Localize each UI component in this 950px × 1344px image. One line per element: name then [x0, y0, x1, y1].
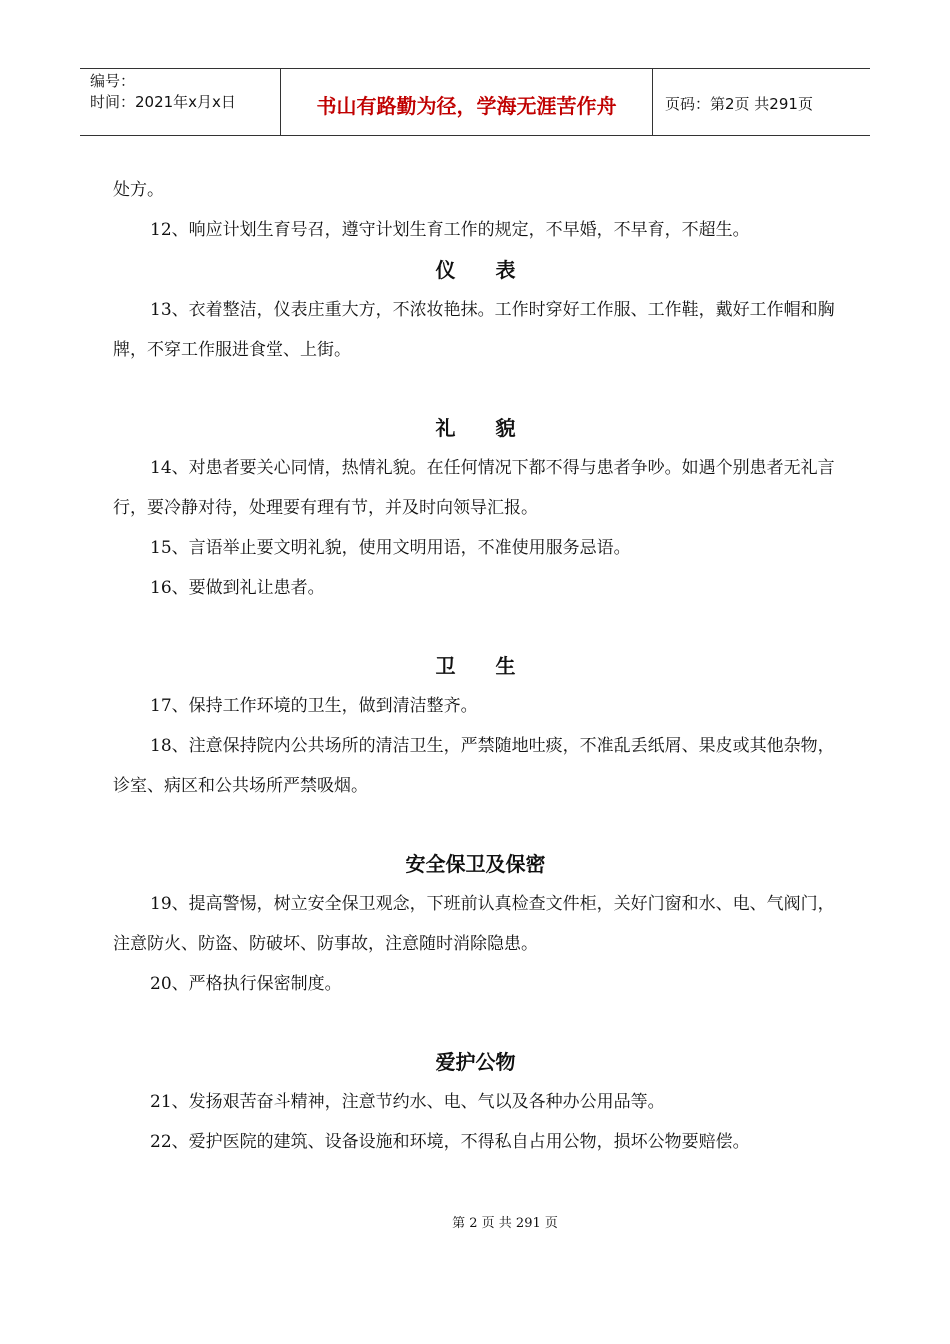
paragraph-13: 13、衣着整洁，仪表庄重大方，不浓妆艳抹。工作时穿好工作服、工作鞋，戴好工作帽和胸牌，不穿工作服进食堂、上街。: [113, 300, 835, 360]
header-table: [80, 68, 870, 136]
document-date-label: 时间：2021年x月x日: [90, 93, 236, 111]
page-footer: 第 2 页 共 291 页: [452, 1216, 558, 1231]
section-heading-public-property: 爱护公物: [435, 1050, 516, 1074]
document-number-label: 编号：: [90, 72, 136, 90]
section-heading-hygiene: 卫 生: [435, 654, 516, 678]
paragraph-19: 19、提高警惕，树立安全保卫观念，下班前认真检查文件柜，关好门窗和水、电、气阀门，注意防火、防盗、防破坏、防事故，注意随时消除隐患。: [113, 894, 835, 954]
spacer: [113, 370, 838, 408]
spacer: [113, 608, 838, 646]
paragraph-16: 16、要做到礼让患者。: [150, 578, 325, 598]
paragraph-15: 15、言语举止要文明礼貌，使用文明用语，不准使用服务忌语。: [150, 538, 631, 558]
paragraph-18: 18、注意保持院内公共场所的清洁卫生，严禁随地吐痰，不准乱丢纸屑、果皮或其他杂物，诊室、病区和公共场所严禁吸烟。: [113, 736, 835, 796]
paragraph-17: 17、保持工作环境的卫生，做到清洁整齐。: [150, 696, 478, 716]
section-heading-security: 安全保卫及保密: [405, 852, 546, 876]
document-body: [113, 170, 838, 1162]
paragraph-continued: 处方。: [113, 180, 164, 200]
paragraph-20: 20、严格执行保密制度。: [150, 974, 342, 994]
spacer: [113, 806, 838, 844]
spacer: [113, 1004, 838, 1042]
section-heading-appearance: 仪 表: [435, 258, 516, 282]
paragraph-22: 22、爱护医院的建筑、设备设施和环境，不得私自占用公物，损坏公物要赔偿。: [150, 1132, 750, 1152]
header-motto: 书山有路勤为径，学海无涯苦作舟: [281, 69, 653, 135]
header-meta-cell: [80, 69, 281, 135]
paragraph-21: 21、发扬艰苦奋斗精神，注意节约水、电、气以及各种办公用品等。: [150, 1092, 665, 1112]
header-page-info: 页码：第2页 共291页: [665, 94, 813, 113]
paragraph-14: 14、对患者要关心同情，热情礼貌。在任何情况下都不得与患者争吵。如遇个别患者无礼言行，要冷静对待，处理要有理有节，并及时向领导汇报。: [113, 458, 835, 518]
section-heading-courtesy: 礼 貌: [435, 416, 516, 440]
paragraph-12: 12、响应计划生育号召，遵守计划生育工作的规定，不早婚，不早育，不超生。: [150, 220, 750, 240]
